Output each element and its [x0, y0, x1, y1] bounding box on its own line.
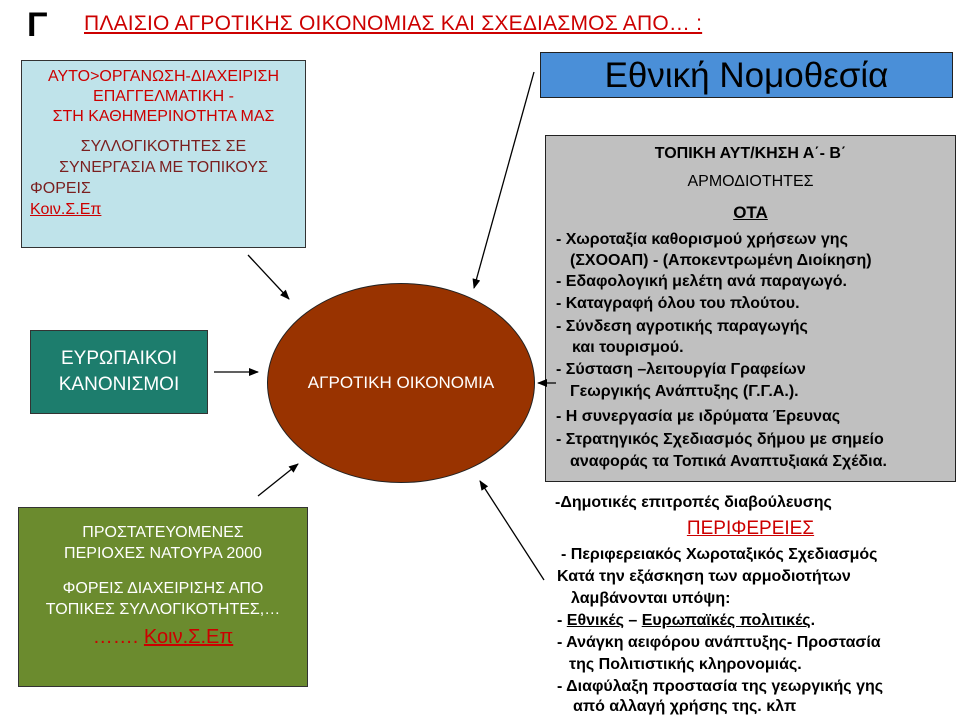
natura-line-3: ΦΟΡΕΙΣ ΔΙΑΧΕΙΡΙΣΗΣ ΑΠΟ	[62, 580, 264, 597]
ota-line: και τουρισμού.	[572, 339, 684, 356]
ota-heading-3: ΟΤΑ	[733, 203, 768, 222]
local-line-5: ΣΥΝΕΡΓΑΣΙΑ ΜΕ ΤΟΠΙΚΟΥΣ	[59, 159, 268, 176]
natura-line-4: ΤΟΠΙΚΕΣ ΣΥΛΛΟΓΙΚΟΤΗΤΕΣ,…	[45, 601, 281, 618]
region-line-4: λαμβάνονται υπόψη:	[571, 590, 731, 607]
ota-line: - Χωροταξία καθορισμού χρήσεων γης	[556, 231, 848, 248]
region-heading: ΠΕΡΙΦΕΡΕΙΕΣ	[686, 518, 815, 539]
region-line-5-european: Ευρωπαϊκές πολιτικές	[641, 612, 811, 629]
region-line-6: - Ανάγκη αειφόρου ανάπτυξης- Προστασία	[557, 634, 881, 651]
ota-line: - Εδαφολογική μελέτη ανά παραγωγό.	[556, 273, 847, 290]
local-line-3: ΣΤΗ ΚΑΘΗΜΕΡΙΝΟΤΗΤΑ ΜΑΣ	[52, 108, 275, 125]
national-legislation-box: Εθνική Νομοθεσία	[540, 52, 953, 98]
ota-line: - Η συνεργασία με ιδρύματα Έρευνας	[556, 408, 841, 425]
eu-line-1: ΕΥΡΩΠΑΙΚΟΙ	[60, 348, 178, 369]
region-line-7: της Πολιτιστικής κληρονομιάς.	[569, 656, 802, 673]
region-line-5-end: .	[810, 612, 816, 629]
region-line-5-national: Εθνικές	[566, 612, 624, 629]
eu-line-2: ΚΑΝΟΝΙΣΜΟΙ	[58, 374, 180, 395]
center-label: ΑΓΡΟΤΙΚΗ ΟΙΚΟΝΟΜΙΑ	[307, 373, 495, 392]
ota-line: - Καταγραφή όλου του πλούτου.	[556, 295, 800, 312]
ota-line: - Σύνδεση αγροτικής παραγωγής	[556, 318, 808, 335]
ota-heading-1: ΤΟΠΙΚΗ ΑΥΤ/ΚΗΣΗ Α΄- Β΄	[654, 145, 847, 162]
natura-dots: …….	[92, 626, 144, 648]
ota-line: (ΣΧΟΟΑΠ) - (Αποκεντρωμένη Διοίκηση)	[570, 252, 872, 269]
region-line-5-sep: –	[623, 612, 642, 629]
arrow-natura-to-center	[258, 464, 298, 496]
ota-line: - Στρατηγικός Σχεδιασμός δήμου με σημείο	[556, 431, 884, 448]
local-line-1: ΑΥΤΟ>ΟΡΓΑΝΩΣΗ-ΔΙΑΧΕΙΡΙΣΗ	[47, 68, 279, 85]
ota-heading-2: ΑΡΜΟΔΙΟΤΗΤΕΣ	[687, 173, 814, 190]
region-line-3: Κατά την εξάσκηση των αρμοδιοτήτων	[557, 568, 851, 585]
arrow-local-to-center	[248, 255, 289, 299]
natura-line-2: ΠΕΡΙΟΧΕΣ ΝΑΤΟΥΡΑ 2000	[64, 545, 262, 562]
local-line-4: ΣΥΛΛΟΓΙΚΟΤΗΤΕΣ ΣΕ	[80, 138, 247, 155]
arrow-national-to-center	[474, 72, 534, 288]
page-title: ΠΛΑΙΣΙΟ ΑΓΡΟΤΙΚΗΣ ΟΙΚΟΝΟΜΙΑΣ ΚΑΙ ΣΧΕΔΙΑΣΜΟΣ ΑΠΟ… :	[84, 12, 703, 35]
region-line-5-prefix: -	[557, 612, 567, 629]
ota-line: - Σύσταση –λειτουργία Γραφείων	[556, 361, 806, 378]
region-line-9: από αλλαγή χρήσης της. κλπ	[573, 698, 797, 715]
arrow-region-to-center	[480, 481, 544, 580]
local-line-6: ΦΟΡΕΙΣ	[30, 180, 91, 197]
natura-koinsep: Κοιν.Σ.Επ	[143, 626, 234, 648]
region-line-2: - Περιφερειακός Χωροταξικός Σχεδιασμός	[561, 546, 878, 563]
gamma-symbol: Γ	[27, 6, 48, 44]
ota-line: Γεωργικής Ανάπτυξης (Γ.Γ.Α.).	[570, 383, 799, 400]
region-line-1: -Δημοτικές επιτροπές διαβούλευσης	[555, 494, 832, 511]
local-line-2: ΕΠΑΓΓΕΛΜΑΤΙΚΗ -	[93, 88, 234, 105]
natura-line-1: ΠΡΟΣΤΑΤΕΥΟΜΕΝΕΣ	[82, 524, 244, 541]
ota-line: αναφοράς τα Τοπικά Αναπτυξιακά Σχέδια.	[570, 453, 887, 470]
region-line-8: - Διαφύλαξη προστασία της γεωργικής γης	[557, 678, 884, 695]
local-line-7: Κοιν.Σ.Επ	[30, 201, 102, 218]
